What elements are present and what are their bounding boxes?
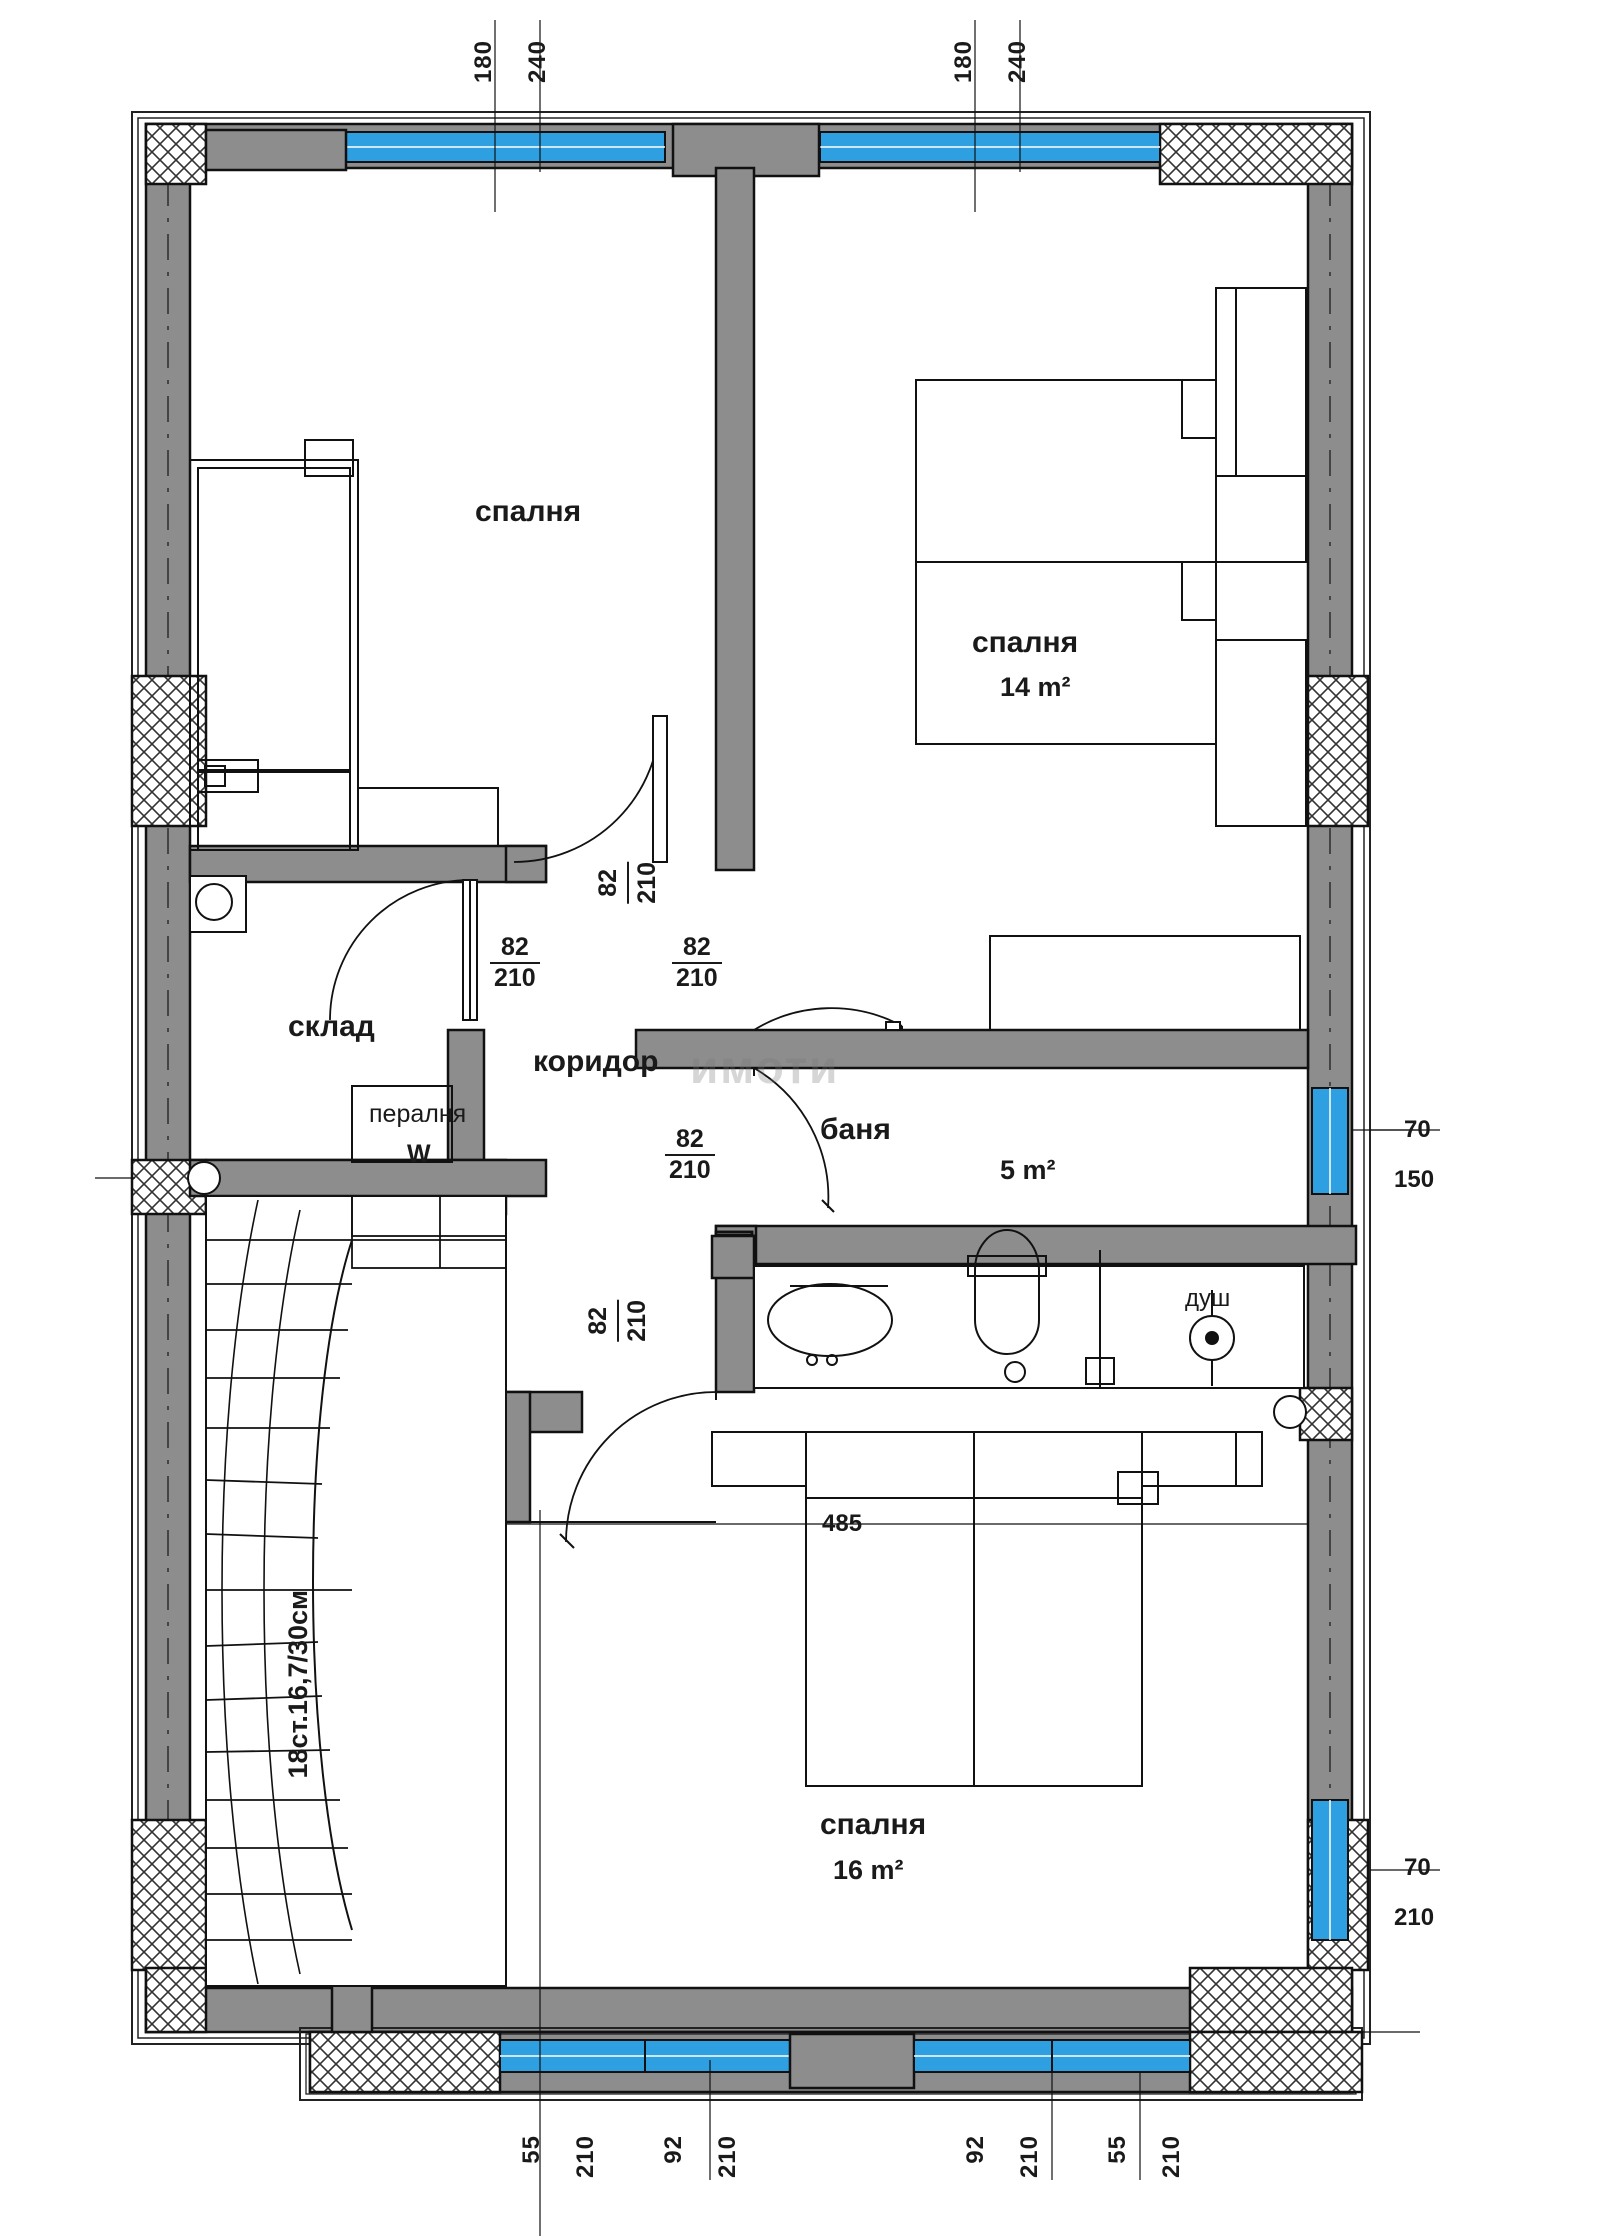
dim-right-1-height: 150 (1394, 1166, 1435, 1193)
stairs (206, 1196, 506, 1986)
door-dim-width: 82 (594, 868, 622, 897)
dim-top-1-height: 240 (524, 40, 551, 84)
room-label-corridor: коридор (533, 1045, 659, 1078)
dim-bottom-2-width: 92 (660, 2135, 687, 2164)
dim-right-1-width: 70 (1404, 1116, 1431, 1143)
room-area-bedroom-top-right: 14 m² (1000, 672, 1071, 702)
door-dim-height: 210 (665, 1154, 715, 1185)
room-area-bathroom-visible: 5 m² (1000, 1155, 1056, 1185)
dim-bottom-3-height: 210 (1016, 2135, 1043, 2179)
inner-dimension-485: 485 (822, 1510, 863, 1537)
door-dim-width: 82 (584, 1306, 612, 1335)
room-label-bedroom-top-right: спалня (972, 626, 1079, 659)
door-dim-width: 82 (682, 933, 711, 961)
door-dim-height: 210 (617, 1300, 656, 1342)
room-label-storage: склад (288, 1010, 375, 1043)
stairs-label: 18ст.16,7/30см (283, 1590, 313, 1779)
room-label-bedroom-top-left: спалня (475, 495, 582, 528)
watermark: имоти (690, 1041, 840, 1093)
door-dim-bathroom (665, 1125, 715, 1185)
door-dim-height: 210 (490, 962, 540, 993)
door-dim-height: 210 (627, 862, 666, 904)
dim-bottom-4-width: 55 (1104, 2135, 1131, 2164)
shower-label: душ (1185, 1285, 1231, 1312)
dim-bottom-4-height: 210 (1158, 2135, 1185, 2179)
furniture-bedroom-top-left (190, 440, 498, 850)
room-label-laundry: пералня (369, 1100, 467, 1128)
dim-bottom-1-height: 210 (572, 2135, 599, 2179)
dim-top-1-width: 180 (470, 40, 497, 84)
room-label-bedroom-bottom: спалня (820, 1808, 927, 1841)
dim-bottom-2-height: 210 (714, 2135, 741, 2179)
room-label-bathroom: баня (820, 1113, 891, 1146)
dim-right-2-width: 70 (1404, 1854, 1431, 1881)
dim-right-2-height: 210 (1394, 1904, 1435, 1931)
door-dim-width: 82 (675, 1125, 704, 1153)
dim-bottom-1-width: 55 (518, 2135, 545, 2164)
room-area-bedroom-bottom: 16 m² (833, 1855, 904, 1885)
dim-bottom-3-width: 92 (962, 2135, 989, 2164)
dim-top-2-height: 240 (1004, 40, 1031, 84)
washer-label: W (407, 1140, 431, 1168)
door-dim-bedroom-topright (672, 933, 722, 993)
door-dim-width: 82 (500, 933, 529, 961)
dim-top-2-width: 180 (950, 40, 977, 84)
door-dim-height: 210 (672, 962, 722, 993)
door-dim-storage (490, 933, 540, 993)
door-dim-bedroom-bottom (580, 1300, 656, 1342)
door-dim-bedroom-topleft (590, 862, 666, 904)
